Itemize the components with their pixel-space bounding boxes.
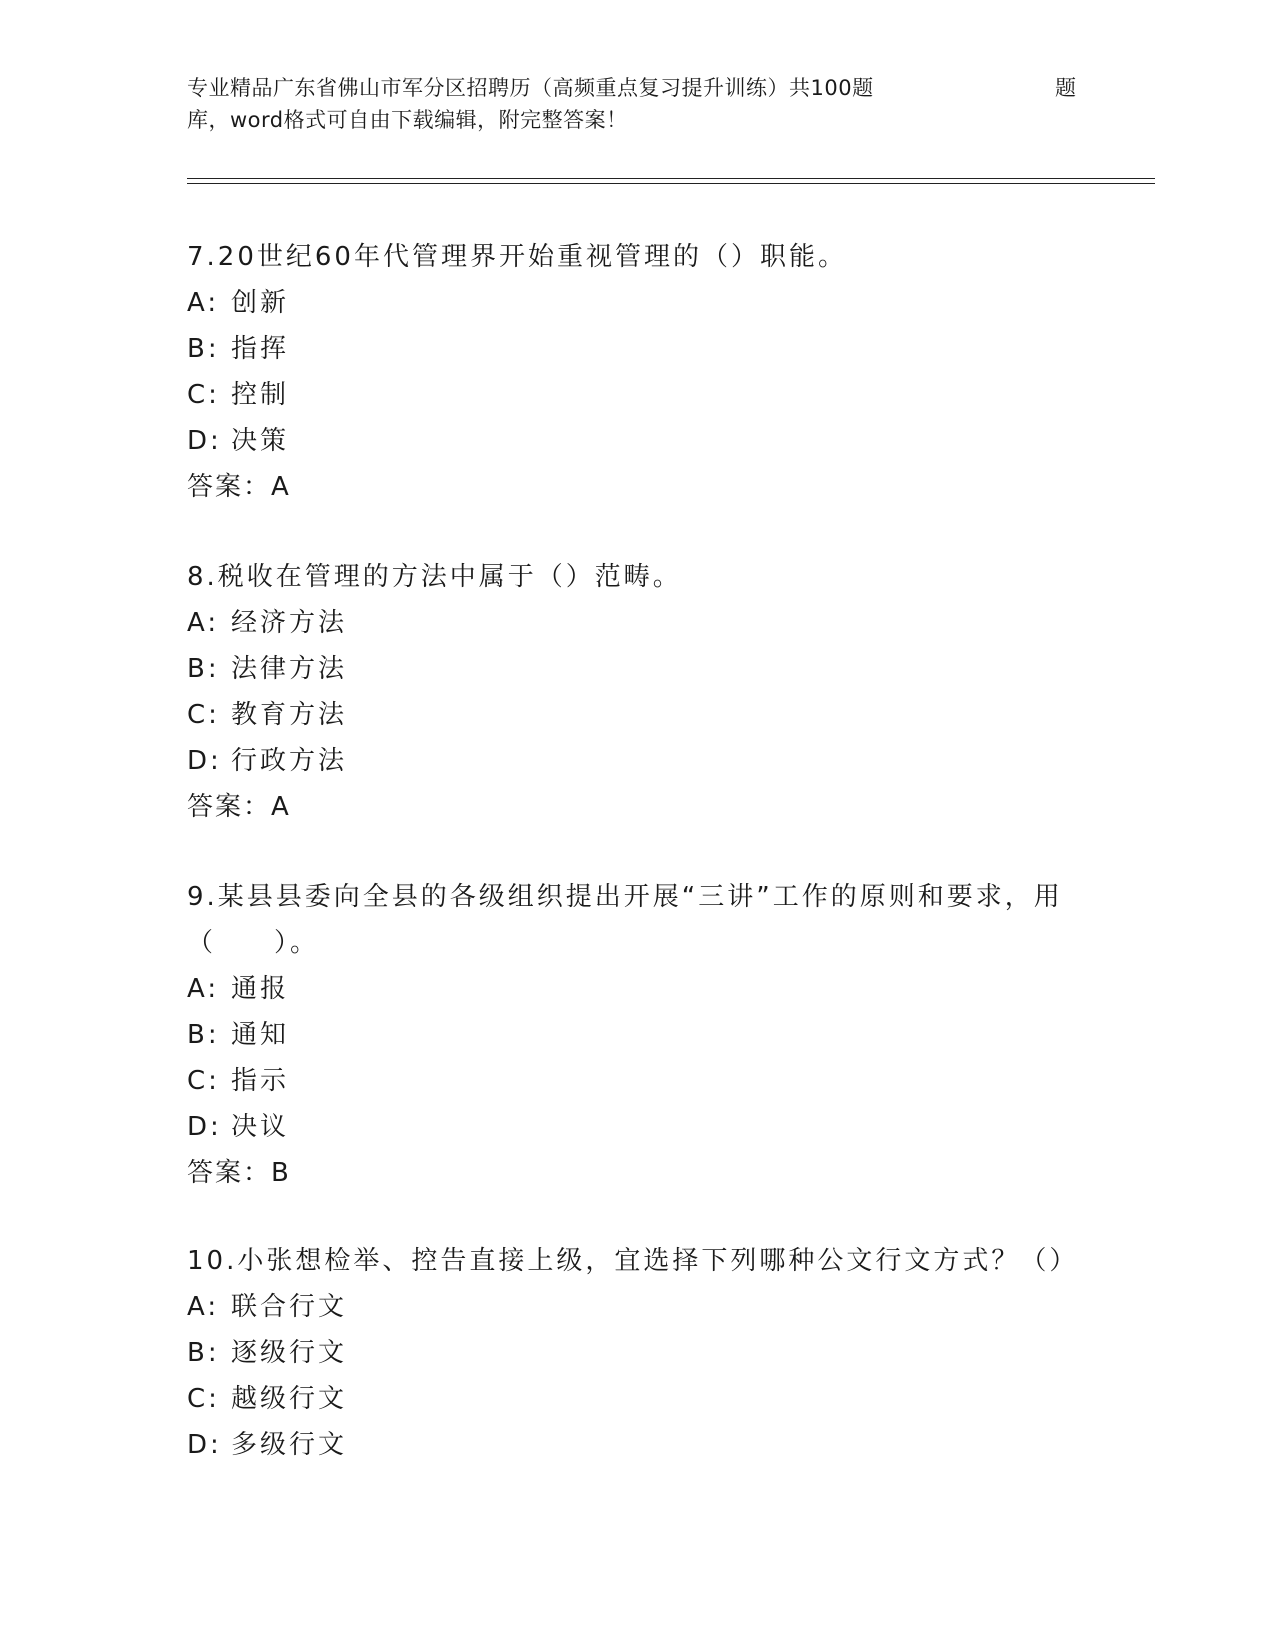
option-b	[187, 326, 1147, 372]
answer-line: 答案：A	[187, 472, 291, 502]
question-stem: 10.小张想检举、控告直接上级，宜选择下列哪种公文行文方式？（）	[187, 1246, 1079, 1276]
header-title-text: 专业精品广东省佛山市军分区招聘历（高频重点复习提升训练）共100题	[187, 76, 874, 100]
header-divider-bottom	[187, 183, 1155, 184]
option-key: D:	[187, 426, 222, 456]
option-b	[187, 1012, 1147, 1058]
option-a	[187, 966, 1147, 1012]
option-key: B:	[187, 1338, 220, 1368]
option-c	[187, 1058, 1147, 1104]
answer-line: 答案：A	[187, 792, 291, 822]
document-header	[187, 72, 1087, 136]
question-stem: 7.20世纪60年代管理界开始重视管理的（）职能。	[187, 242, 847, 272]
header-title-tail: 题	[1055, 76, 1077, 100]
option-a	[187, 600, 1147, 646]
question-8	[187, 554, 1147, 830]
option-text: 逐级行文	[231, 1338, 348, 1368]
option-key: A:	[187, 974, 220, 1004]
question-9	[187, 874, 1147, 1196]
option-key: D:	[187, 1430, 222, 1460]
question-stem: 9.某县县委向全县的各级组织提出开展“三讲”工作的原则和要求，用（ ）。	[187, 882, 1063, 958]
option-text: 经济方法	[231, 608, 348, 638]
option-text: 创新	[231, 288, 290, 318]
option-key: A:	[187, 608, 220, 638]
option-key: C:	[187, 1066, 220, 1096]
option-key: A:	[187, 1292, 220, 1322]
option-text: 越级行文	[231, 1384, 348, 1414]
option-key: B:	[187, 1020, 220, 1050]
question-stem: 8.税收在管理的方法中属于（）范畴。	[187, 562, 682, 592]
option-b	[187, 1330, 1147, 1376]
option-text: 行政方法	[231, 746, 348, 776]
option-text: 多级行文	[231, 1430, 348, 1460]
header-line-2: 库，word格式可自由下载编辑，附完整答案！	[187, 108, 628, 132]
option-text: 教育方法	[231, 700, 348, 730]
option-text: 通报	[231, 974, 290, 1004]
question-7	[187, 234, 1147, 510]
option-key: D:	[187, 1112, 222, 1142]
option-c	[187, 692, 1147, 738]
option-text: 决议	[231, 1112, 290, 1142]
option-b	[187, 646, 1147, 692]
option-key: B:	[187, 654, 220, 684]
question-10	[187, 1238, 1147, 1468]
option-text: 指示	[231, 1066, 290, 1096]
option-text: 指挥	[231, 334, 290, 364]
option-c	[187, 1376, 1147, 1422]
option-d	[187, 418, 1147, 464]
option-key: C:	[187, 1384, 220, 1414]
option-a	[187, 280, 1147, 326]
answer-line: 答案：B	[187, 1158, 291, 1188]
option-text: 决策	[231, 426, 290, 456]
option-key: B:	[187, 334, 220, 364]
option-key: A:	[187, 288, 220, 318]
option-key: C:	[187, 700, 220, 730]
header-line-1	[187, 72, 1087, 104]
option-d	[187, 738, 1147, 784]
option-a	[187, 1284, 1147, 1330]
header-divider-top	[187, 178, 1155, 179]
option-c	[187, 372, 1147, 418]
option-text: 通知	[231, 1020, 290, 1050]
option-d	[187, 1104, 1147, 1150]
option-text: 联合行文	[231, 1292, 348, 1322]
option-key: C:	[187, 380, 220, 410]
option-text: 控制	[231, 380, 290, 410]
option-d	[187, 1422, 1147, 1468]
option-key: D:	[187, 746, 222, 776]
option-text: 法律方法	[231, 654, 348, 684]
